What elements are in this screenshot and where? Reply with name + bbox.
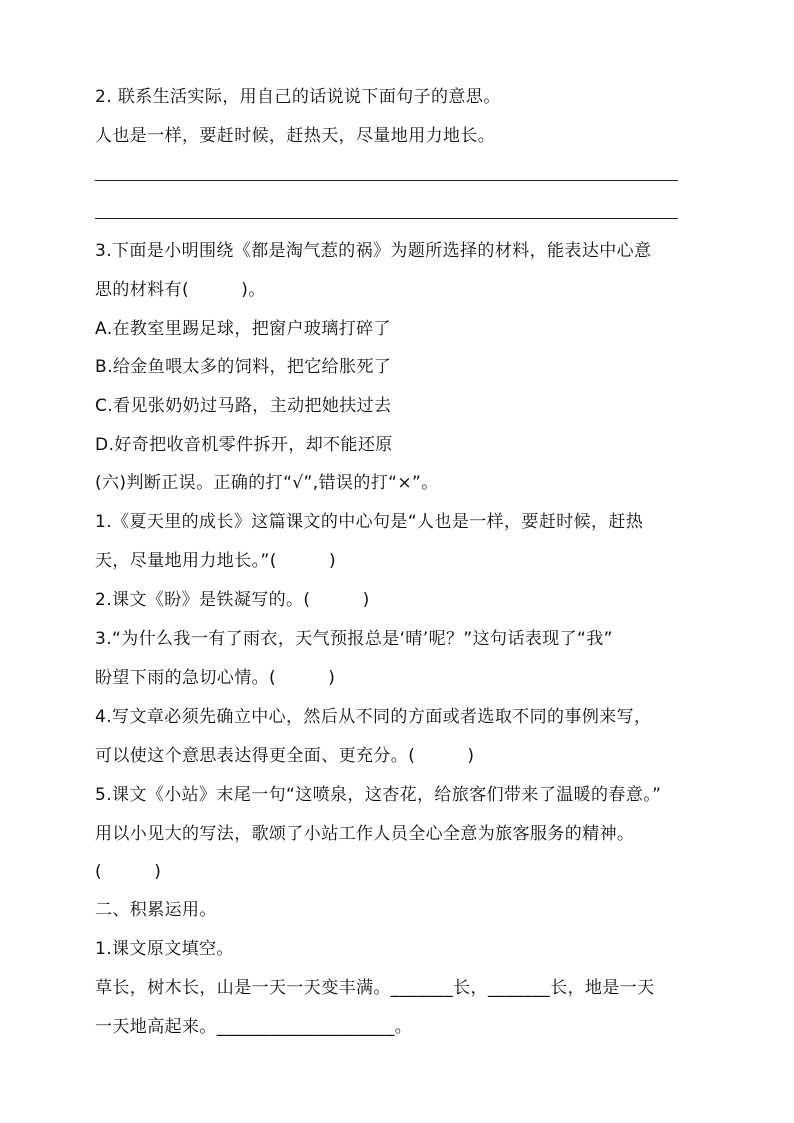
option-c: C.看见张奶奶过马路，主动把她扶过去 <box>95 396 392 416</box>
judge-item-3-line-2: 盼望下雨的急切心情。( ) <box>95 668 336 688</box>
question-3-line-2: 思的材料有( )。 <box>95 280 266 300</box>
answer-line-1[interactable] <box>95 180 678 181</box>
judge-item-4-line-1: 4.写文章必须先确立中心，然后从不同的方面或者选取不同的事例来写， <box>95 707 652 727</box>
option-b: B.给金鱼喂太多的饲料，把它给胀死了 <box>95 357 392 377</box>
fill-title: 1.课文原文填空。 <box>95 939 234 959</box>
answer-line-2[interactable] <box>95 218 678 219</box>
judge-item-5-line-1: 5.课文《小站》末尾一句“这喷泉，这杏花，给旅客们带来了温暖的春意。” <box>95 785 662 805</box>
question-2-title: 2. 联系生活实际，用自己的话说说下面句子的意思。 <box>95 87 501 107</box>
judge-item-2: 2.课文《盼》是铁凝写的。( ) <box>95 590 370 610</box>
question-2-sentence: 人也是一样，要赶时候，赶热天，尽量地用力地长。 <box>95 126 496 146</box>
part-2-title: 二、积累运用。 <box>95 900 217 920</box>
judge-item-1-line-2: 天，尽量地用力地长。”( ) <box>95 551 336 571</box>
judge-item-1-line-1: 1.《夏天里的成长》这篇课文的中心句是“人也是一样，要赶时候，赶热 <box>95 512 644 532</box>
fill-line-1: 草长，树木长，山是一天一天变丰满。_______长，_______长，地是一天 <box>95 978 655 998</box>
judge-item-5-line-2: 用以小见大的写法，歌颂了小站工作人员全心全意为旅客服务的精神。 <box>95 824 635 844</box>
judge-item-4-line-2: 可以使这个意思表达得更全面、更充分。( ) <box>95 746 475 766</box>
question-3-line-1: 3.下面是小明围绕《都是淘气惹的祸》为题所选择的材料，能表达中心意 <box>95 241 652 261</box>
option-d: D.好奇把收音机零件拆开，却不能还原 <box>95 435 393 455</box>
judge-item-5-answer: ( ) <box>95 862 162 882</box>
fill-line-2: 一天地高起来。____________________。 <box>95 1017 413 1037</box>
section-6-title: (六)判断正误。正确的打“√”,错误的打“×”。 <box>95 473 439 493</box>
option-a: A.在教室里踢足球，把窗户玻璃打碎了 <box>95 319 391 339</box>
judge-item-3-line-1: 3.“为什么我一有了雨衣，天气预报总是‘晴’呢？”这句话表现了“我” <box>95 629 613 649</box>
